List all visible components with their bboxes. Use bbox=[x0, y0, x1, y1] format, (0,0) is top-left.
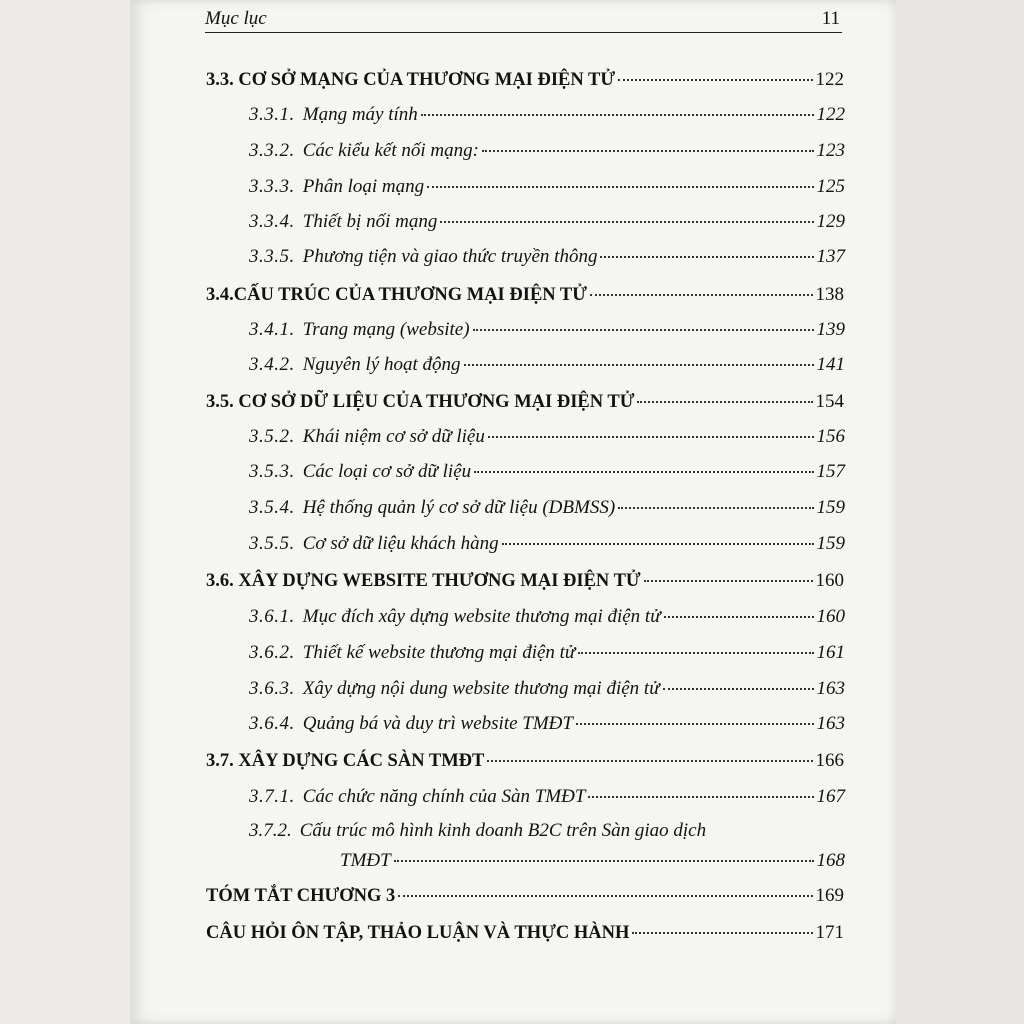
dot-leader bbox=[663, 687, 814, 690]
toc-entry-number: 3.5.3. bbox=[249, 461, 295, 482]
toc-entry-number: 3.3.5. bbox=[249, 246, 295, 267]
toc-entry-title: 3.6. XÂY DỰNG WEBSITE THƯƠNG MẠI ĐIỆN TỬ bbox=[206, 571, 641, 591]
dot-leader bbox=[644, 579, 813, 582]
toc-entry-number: 3.4.1. bbox=[249, 319, 295, 340]
dot-leader bbox=[427, 185, 813, 188]
toc-entry-label bbox=[206, 285, 587, 306]
dot-leader bbox=[487, 759, 812, 762]
toc-entry-number: 3.7.2. bbox=[249, 820, 292, 841]
toc-entry-page-number: 122 bbox=[816, 104, 845, 125]
toc-entry-page-number: 123 bbox=[816, 140, 845, 161]
toc-entry-title-line1 bbox=[249, 820, 706, 842]
toc-entry-number: 3.6.3. bbox=[249, 678, 295, 699]
toc-entry-label bbox=[249, 426, 485, 448]
toc-section-entry bbox=[206, 391, 844, 413]
toc-entry-number: 3.5.2. bbox=[249, 426, 295, 447]
toc-entry-label bbox=[249, 606, 661, 628]
toc-entry-number: 3.6.4. bbox=[249, 713, 295, 734]
toc-subsection-entry bbox=[249, 678, 845, 700]
toc-entry-label bbox=[206, 571, 641, 592]
toc-entry-title: Thiết kế website thương mại điện tử bbox=[302, 642, 576, 663]
dot-leader bbox=[488, 435, 814, 438]
toc-entry-page-number: 163 bbox=[816, 678, 845, 699]
dot-leader bbox=[421, 113, 814, 116]
toc-entry-title: Nguyên lý hoạt động bbox=[302, 354, 461, 375]
toc-entry-label bbox=[206, 70, 615, 91]
toc-section-entry bbox=[206, 69, 844, 91]
toc-entry-label bbox=[249, 354, 461, 376]
toc-entry-title: Quảng bá và duy trì website TMĐT bbox=[302, 713, 573, 734]
toc-entry-title: Khái niệm cơ sở dữ liệu bbox=[302, 426, 485, 447]
toc-subsection-entry bbox=[249, 497, 845, 519]
toc-subsection-entry bbox=[249, 211, 845, 233]
toc-entry-label bbox=[249, 211, 437, 233]
toc-entry-number: 3.3.1. bbox=[249, 104, 295, 125]
toc-subsection-entry bbox=[249, 246, 845, 268]
toc-entry-page-number: 163 bbox=[816, 713, 845, 734]
dot-leader bbox=[398, 894, 812, 897]
toc-entry-title: Mạng máy tính bbox=[302, 104, 418, 125]
toc-section-entry bbox=[206, 922, 844, 944]
toc-entry-number: 3.6.1. bbox=[249, 606, 295, 627]
dot-leader bbox=[464, 363, 814, 366]
toc-entry-number: 3.5.4. bbox=[249, 497, 295, 518]
dot-leader bbox=[502, 542, 814, 545]
dot-leader bbox=[578, 651, 813, 654]
dot-leader bbox=[440, 220, 813, 223]
toc-subsection-entry bbox=[249, 786, 845, 808]
toc-subsection-entry bbox=[249, 140, 845, 162]
toc-subsection-entry bbox=[249, 850, 845, 872]
dot-leader bbox=[474, 470, 813, 473]
toc-entry-page-number: 160 bbox=[815, 570, 844, 591]
toc-entry-title: Phương tiện và giao thức truyền thông bbox=[302, 246, 598, 267]
toc-entry-page-number: 154 bbox=[815, 391, 844, 412]
dot-leader bbox=[590, 293, 813, 296]
toc-entry-page-number: 171 bbox=[815, 922, 844, 943]
toc-entry-number: 3.4.2. bbox=[249, 354, 295, 375]
toc-entry-page-number: 159 bbox=[816, 533, 845, 554]
dot-leader bbox=[618, 506, 813, 509]
toc-entry-page-number: 166 bbox=[815, 750, 844, 771]
toc-entry-title: Mục đích xây dựng website thương mại điện tử bbox=[302, 606, 661, 627]
toc-entry-title: 3.3. CƠ SỞ MẠNG CỦA THƯƠNG MẠI ĐIỆN TỬ bbox=[206, 70, 616, 90]
toc-section-entry bbox=[206, 570, 844, 592]
toc-subsection-entry bbox=[249, 426, 845, 448]
toc-entry-label bbox=[249, 140, 479, 162]
dot-leader bbox=[600, 255, 813, 258]
toc-entry-title: Các chức năng chính của Sàn TMĐT bbox=[302, 786, 586, 807]
toc-entry-page-number: 156 bbox=[816, 426, 845, 447]
toc-subsection-entry bbox=[249, 104, 845, 126]
toc-subsection-entry bbox=[249, 461, 845, 483]
toc-entry-title: 3.5. CƠ SỞ DỮ LIỆU CỦA THƯƠNG MẠI ĐIỆN TỬ bbox=[206, 392, 635, 412]
toc-entry-title: Các loại cơ sở dữ liệu bbox=[302, 461, 472, 482]
toc-entry-label bbox=[206, 751, 484, 772]
toc-entry-number: 3.3.4. bbox=[249, 211, 295, 232]
dot-leader bbox=[632, 931, 812, 934]
toc-entry-page-number: 122 bbox=[815, 69, 844, 90]
toc-entry-number: 3.5.5. bbox=[249, 533, 295, 554]
header-page-number: 11 bbox=[821, 8, 840, 29]
toc-entry-page-number: 139 bbox=[816, 319, 845, 340]
toc-entry-title: Cơ sở dữ liệu khách hàng bbox=[302, 533, 499, 554]
toc-entry-page-number: 168 bbox=[816, 850, 845, 871]
toc-subsection-entry bbox=[249, 176, 845, 198]
toc-entry-title: Cấu trúc mô hình kinh doanh B2C trên Sàn giao dịch bbox=[299, 820, 707, 841]
toc-entry-label bbox=[206, 886, 395, 907]
toc-entry-label bbox=[206, 923, 629, 944]
toc-entry-title: 3.4.CẤU TRÚC CỦA THƯƠNG MẠI ĐIỆN TỬ bbox=[206, 285, 587, 305]
toc-subsection-entry bbox=[249, 606, 845, 628]
toc-entry-label bbox=[249, 497, 615, 519]
toc-entry-label bbox=[206, 392, 634, 413]
toc-entry-label bbox=[249, 461, 471, 483]
toc-entry-title: Xây dựng nội dung website thương mại điện tử bbox=[302, 678, 660, 699]
toc-entry-label bbox=[249, 246, 597, 268]
toc-entry-title: 3.7. XÂY DỰNG CÁC SÀN TMĐT bbox=[206, 751, 485, 771]
toc-entry-title: Các kiểu kết nối mạng: bbox=[302, 140, 479, 161]
toc-subsection-entry bbox=[249, 642, 845, 664]
toc-entry-page-number: 160 bbox=[816, 606, 845, 627]
dot-leader bbox=[637, 400, 812, 403]
toc-entry-title: Trang mạng (website) bbox=[302, 319, 470, 340]
dot-leader bbox=[482, 149, 814, 152]
toc-entry-page-number: 169 bbox=[815, 885, 844, 906]
toc-entry-title: Phân loại mạng bbox=[302, 176, 425, 197]
toc-entry-page-number: 129 bbox=[816, 211, 845, 232]
toc-entry-page-number: 125 bbox=[816, 176, 845, 197]
toc-section-entry bbox=[206, 885, 844, 907]
toc-entry-label bbox=[249, 678, 660, 700]
toc-subsection-entry bbox=[249, 533, 845, 555]
toc-entry-title: TÓM TẮT CHƯƠNG 3 bbox=[206, 886, 396, 906]
toc-entry-page-number: 137 bbox=[816, 246, 845, 267]
toc-entry-number: 3.6.2. bbox=[249, 642, 295, 663]
toc-entry-page-number: 138 bbox=[815, 284, 844, 305]
toc-entry-page-number: 167 bbox=[816, 786, 845, 807]
toc-entry-title: Hệ thống quản lý cơ sở dữ liệu (DBMSS) bbox=[302, 497, 616, 518]
dot-leader bbox=[576, 722, 814, 725]
toc-entry-number: 3.7.1. bbox=[249, 786, 295, 807]
toc-subsection-entry bbox=[249, 354, 845, 376]
toc-entry-title-continuation: TMĐT bbox=[340, 850, 391, 871]
toc-entry-label bbox=[249, 642, 575, 664]
dot-leader bbox=[588, 795, 813, 798]
toc-entry-label bbox=[249, 533, 499, 555]
toc-entry-number: 3.3.2. bbox=[249, 140, 295, 161]
toc-entry-page-number: 141 bbox=[816, 354, 845, 375]
dot-leader bbox=[664, 615, 814, 618]
dot-leader bbox=[473, 328, 814, 331]
toc-entry-label bbox=[249, 104, 418, 126]
toc-section-entry bbox=[206, 750, 844, 772]
toc-entry-number: 3.3.3. bbox=[249, 176, 295, 197]
toc-section-entry bbox=[206, 284, 844, 306]
toc-entry-label bbox=[249, 176, 424, 198]
toc-entry-page-number: 161 bbox=[816, 642, 845, 663]
toc-subsection-entry bbox=[249, 713, 845, 735]
dot-leader bbox=[618, 78, 812, 81]
toc-entry-title: Thiết bị nối mạng bbox=[302, 211, 438, 232]
toc-entry-page-number: 157 bbox=[816, 461, 845, 482]
toc-entry-label bbox=[249, 319, 470, 341]
dot-leader bbox=[394, 859, 814, 862]
header-title: Mục lục bbox=[205, 8, 267, 29]
toc-entry-title: CÂU HỎI ÔN TẬP, THẢO LUẬN VÀ THỰC HÀNH bbox=[206, 923, 630, 943]
toc-entry-label bbox=[249, 786, 585, 808]
toc-entry-page-number: 159 bbox=[816, 497, 845, 518]
toc-subsection-entry bbox=[249, 319, 845, 341]
toc-entry-label bbox=[249, 713, 573, 735]
